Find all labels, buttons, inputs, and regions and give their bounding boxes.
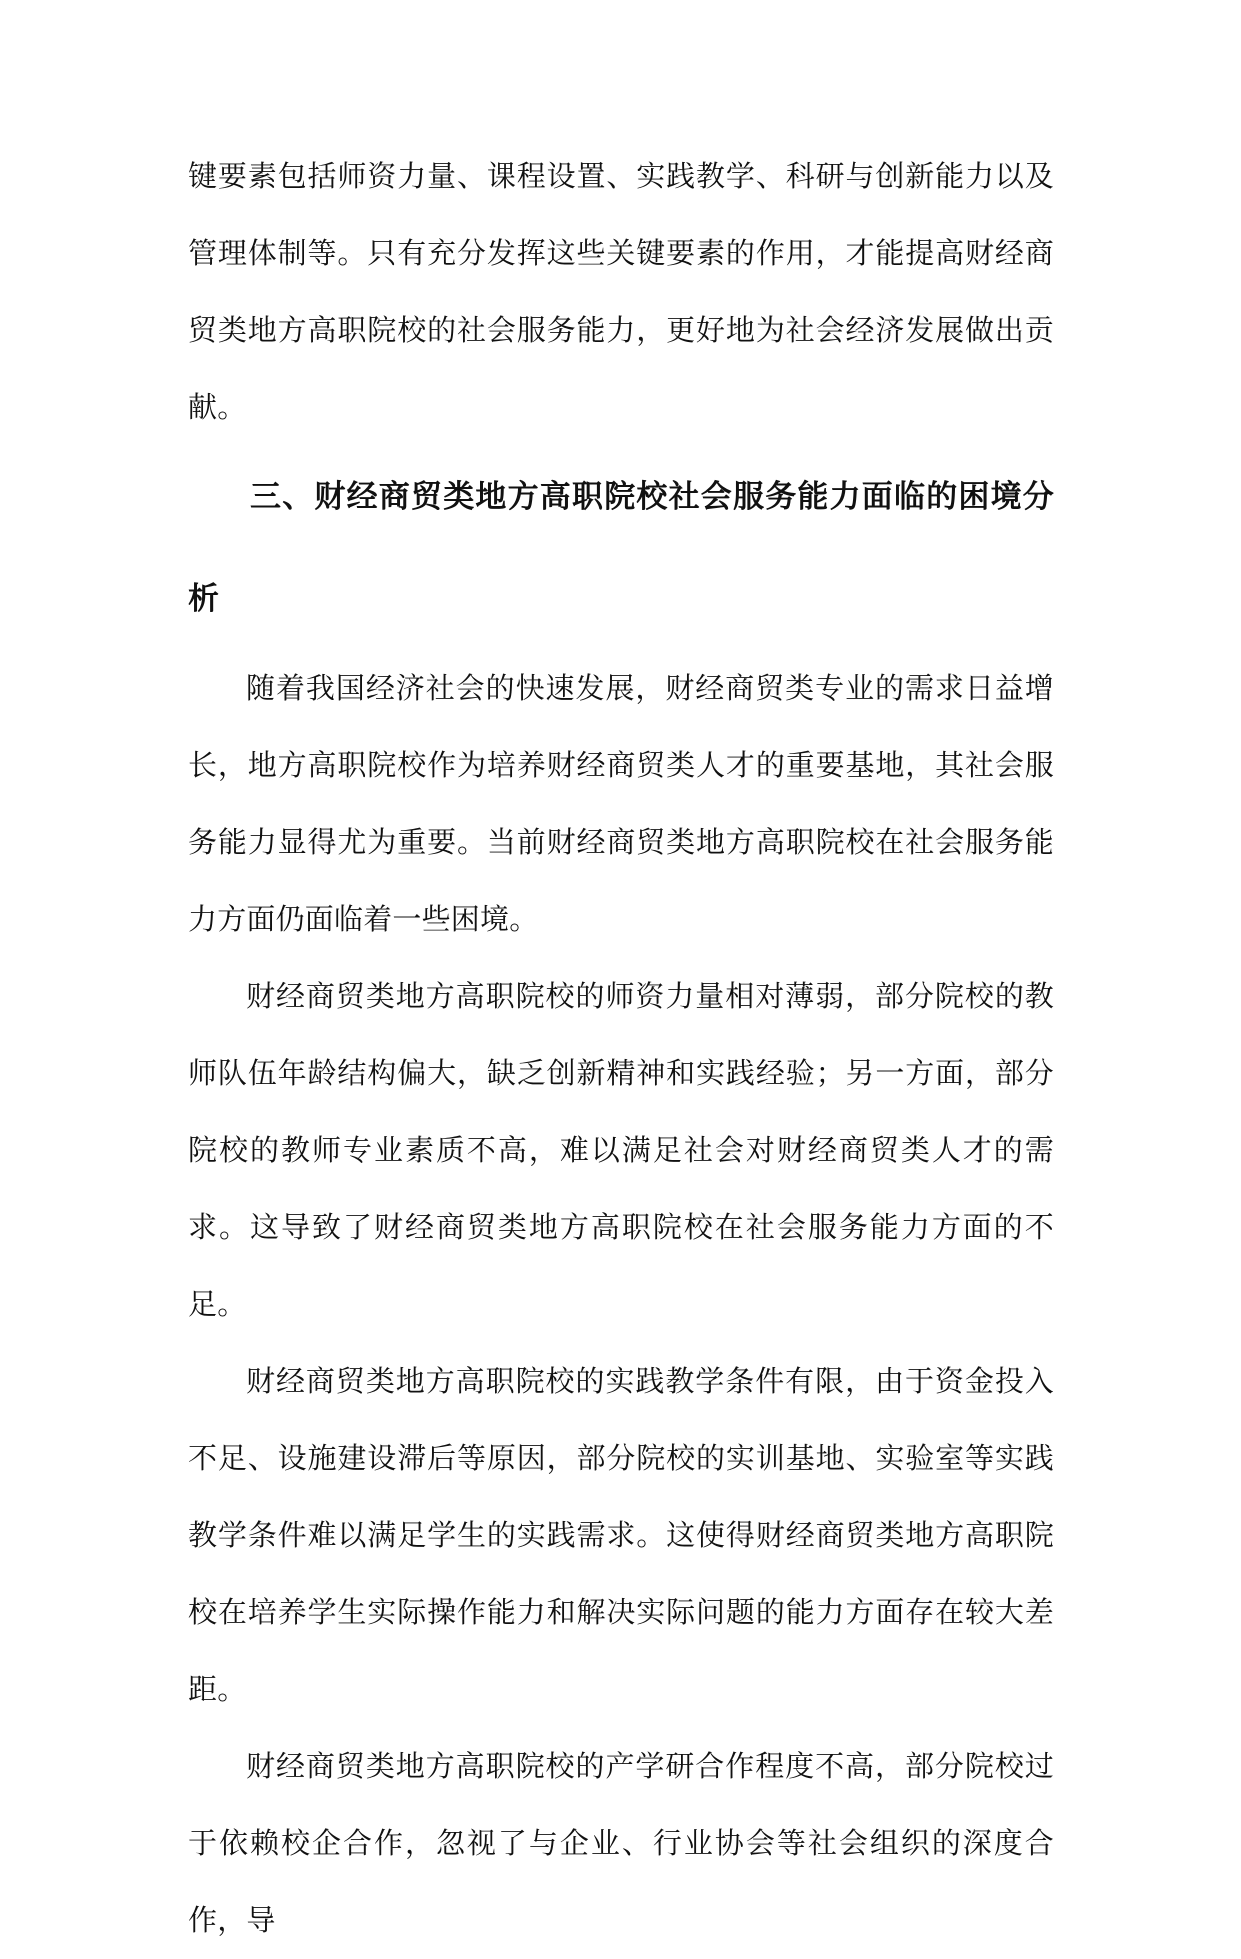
continued-paragraph: 键要素包括师资力量、课程设置、实践教学、科研与创新能力以及管理体制等。只有充分发挥这些关键要素的作用，才能提高财经商贸类地方高职院校的社会服务能力，更好地为社会经济发展做出贡献。: [188, 159, 1054, 424]
section-heading: 三、财经商贸类地方高职院校社会服务能力面临的困境分析: [188, 479, 1054, 617]
body-paragraph-3: 财经商贸类地方高职院校的实践教学条件有限，由于资金投入不足、设施建设滞后等原因，部分院校的实训基地、实验室等实践教学条件难以满足学生的实践需求。这使得财经商贸类地方高职院校在培养学生实际操作能力和解决实际问题的能力方面存在较大差距。: [188, 1364, 1054, 1706]
document-body: [188, 138, 1054, 1959]
body-paragraph-1: 随着我国经济社会的快速发展，财经商贸类专业的需求日益增长，地方高职院校作为培养财经商贸类人才的重要基地，其社会服务能力显得尤为重要。当前财经商贸类地方高职院校在社会服务能力方面仍面临着一些困境。: [188, 671, 1054, 936]
body-paragraph-2: 财经商贸类地方高职院校的师资力量相对薄弱，部分院校的教师队伍年龄结构偏大，缺乏创新精神和实践经验；另一方面，部分院校的教师专业素质不高，难以满足社会对财经商贸类人才的需求。这导致了财经商贸类地方高职院校在社会服务能力方面的不足。: [188, 979, 1054, 1321]
body-paragraph-4: 财经商贸类地方高职院校的产学研合作程度不高，部分院校过于依赖校企合作，忽视了与企业、行业协会等社会组织的深度合作，导: [188, 1749, 1054, 1937]
